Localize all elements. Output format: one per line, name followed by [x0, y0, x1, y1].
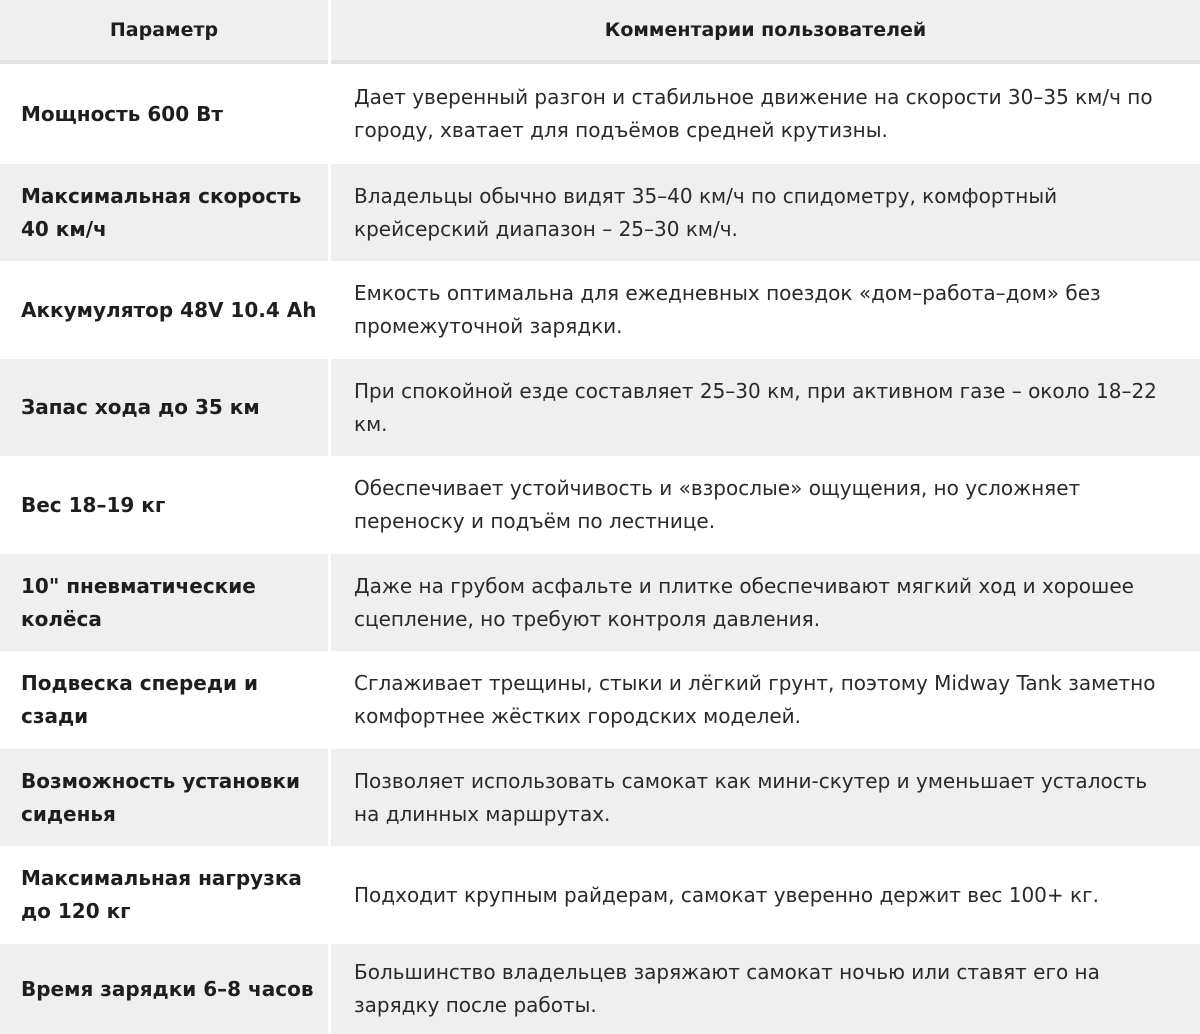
row-comment: Емкость оптимальна для ежедневных поездок «дом–работа–дом» без промежуточной зарядки.: [331, 261, 1200, 359]
row-comment: Большинство владельцев заряжают самокат ночью или ставят его на зарядку после работы.: [331, 944, 1200, 1034]
row-comment: Обеспечивает устойчивость и «взрослые» ощущения, но усложняет переноску и подъём по лестнице.: [331, 456, 1200, 554]
row-comment: Сглаживает трещины, стыки и лёгкий грунт, поэтому Midway Tank заметно комфортнее жёстких городских моделей.: [331, 651, 1200, 749]
row-parameter: Максимальная нагрузка до 120 кг: [0, 846, 328, 944]
row-comment: Владельцы обычно видят 35–40 км/ч по спидометру, комфортный крейсерский диапазон – 25–30 км/ч.: [331, 164, 1200, 261]
row-parameter: Максимальная скорость 40 км/ч: [0, 164, 328, 261]
row-parameter: Аккумулятор 48V 10.4 Ah: [0, 261, 328, 359]
row-parameter: 10" пневматические колёса: [0, 554, 328, 651]
row-parameter: Возможность установки сиденья: [0, 749, 328, 846]
row-parameter: Подвеска спереди и сзади: [0, 651, 328, 749]
header-comments: Комментарии пользователей: [331, 0, 1200, 64]
header-parameter: Параметр: [0, 0, 328, 64]
row-comment: При спокойной езде составляет 25–30 км, при активном газе – около 18–22 км.: [331, 359, 1200, 456]
row-comment: Даже на грубом асфальте и плитке обеспечивают мягкий ход и хорошее сцепление, но требуют контроля давления.: [331, 554, 1200, 651]
row-parameter: Запас хода до 35 км: [0, 359, 328, 456]
row-parameter: Вес 18–19 кг: [0, 456, 328, 554]
row-parameter: Время зарядки 6–8 часов: [0, 944, 328, 1034]
row-comment: Дает уверенный разгон и стабильное движение на скорости 30–35 км/ч по городу, хватает для подъёмов средней крутизны.: [331, 64, 1200, 164]
row-comment: Подходит крупным райдерам, самокат уверенно держит вес 100+ кг.: [331, 846, 1200, 944]
row-comment: Позволяет использовать самокат как мини-скутер и уменьшает усталость на длинных маршрутах.: [331, 749, 1200, 846]
row-parameter: Мощность 600 Вт: [0, 64, 328, 164]
